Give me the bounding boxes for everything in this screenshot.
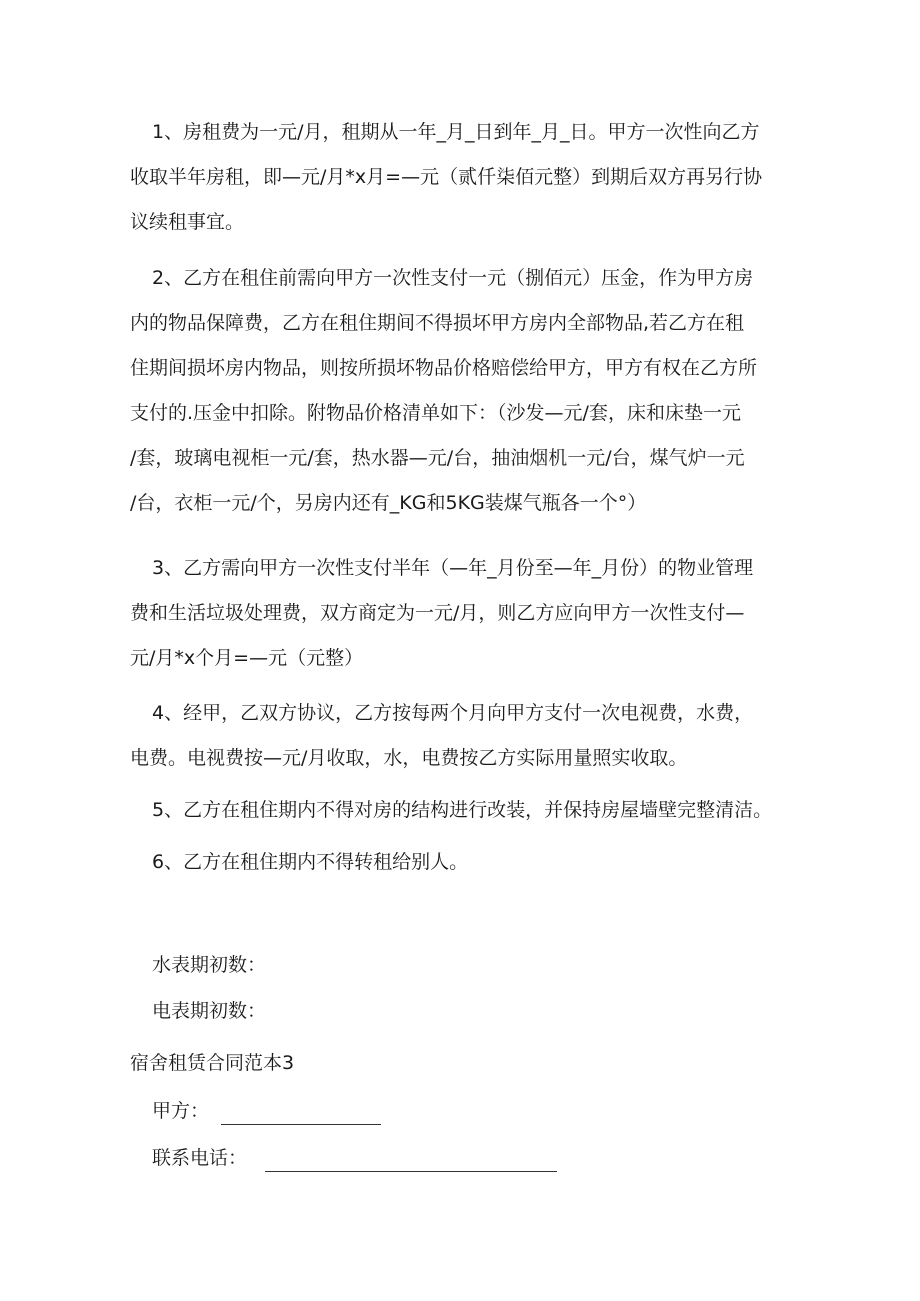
- clause-1-line-3: 议续租事宜。: [130, 211, 245, 233]
- clause-1: [130, 110, 792, 245]
- clause-3-line-1: 3、乙方需向甲方一次性支付半年（—年_月份至—年_月份）的物业管理: [152, 557, 754, 579]
- water-meter-label: 水表期初数：: [152, 954, 267, 976]
- clause-4-line-1: 4、经甲，乙双方协议，乙方按每两个月向甲方支付一次电视费，水费，: [152, 702, 754, 724]
- clause-1-line-1: 1、房租费为一元/月，租期从一年_月_日到年_月_日。甲方一次性向乙方: [152, 121, 760, 143]
- clause-2: [130, 256, 792, 526]
- clause-4: [130, 691, 792, 781]
- clause-5: [152, 788, 792, 833]
- clause-2-line-4: 支付的.压金中扣除。附物品价格清单如下：（沙发—元/套，床和床垫一元: [130, 402, 741, 424]
- party-a-blank[interactable]: [221, 1104, 381, 1125]
- clause-3-line-2: 费和生活垃圾处理费，双方商定为一元/月，则乙方应向甲方一次性支付—: [130, 602, 745, 624]
- party-a-row: [152, 1097, 381, 1125]
- party-a-label: 甲方：: [152, 1100, 210, 1122]
- clause-3: [130, 546, 792, 681]
- clause-2-line-3: 住期间损坏房内物品，则按所损坏物品价格赔偿给甲方，甲方有权在乙方所: [130, 357, 758, 379]
- clause-2-line-6: /台，衣柜一元/个，另房内还有_KG和5KG装煤气瓶各一个°）: [130, 492, 647, 514]
- clause-6-line-1: 6、乙方在租住期内不得转租给别人。: [152, 851, 469, 873]
- clause-3-line-3: 元/月*x个月=—元（元整）: [130, 647, 364, 669]
- clause-2-line-1: 2、乙方在租住前需向甲方一次性支付一元（捌佰元）压金，作为甲方房: [152, 267, 754, 289]
- phone-blank[interactable]: [265, 1151, 557, 1172]
- clause-5-line-1: 5、乙方在租住期内不得对房的结构进行改装，并保持房屋墙壁完整清洁。: [152, 799, 773, 821]
- phone-label: 联系电话：: [152, 1147, 248, 1169]
- electric-meter-label: 电表期初数：: [152, 1000, 267, 1022]
- phone-row: [152, 1144, 557, 1172]
- clause-2-line-2: 内的物品保障费，乙方在租住期间不得损坏甲方房内全部物品,若乙方在租: [130, 312, 745, 334]
- clause-4-line-2: 电费。电视费按—元/月收取，水，电费按乙方实际用量照实收取。: [130, 747, 688, 769]
- clause-2-line-5: /套，玻璃电视柜一元/套，热水器—元/台，抽油烟机一元/台，煤气炉一元: [130, 447, 745, 469]
- clause-1-line-2: 收取半年房租，即—元/月*x月=—元（贰仟柒佰元整）到期后双方再另行协: [130, 166, 763, 188]
- contract-title: 宿舍租赁合同范本3: [130, 1052, 295, 1074]
- clause-6: [152, 840, 792, 885]
